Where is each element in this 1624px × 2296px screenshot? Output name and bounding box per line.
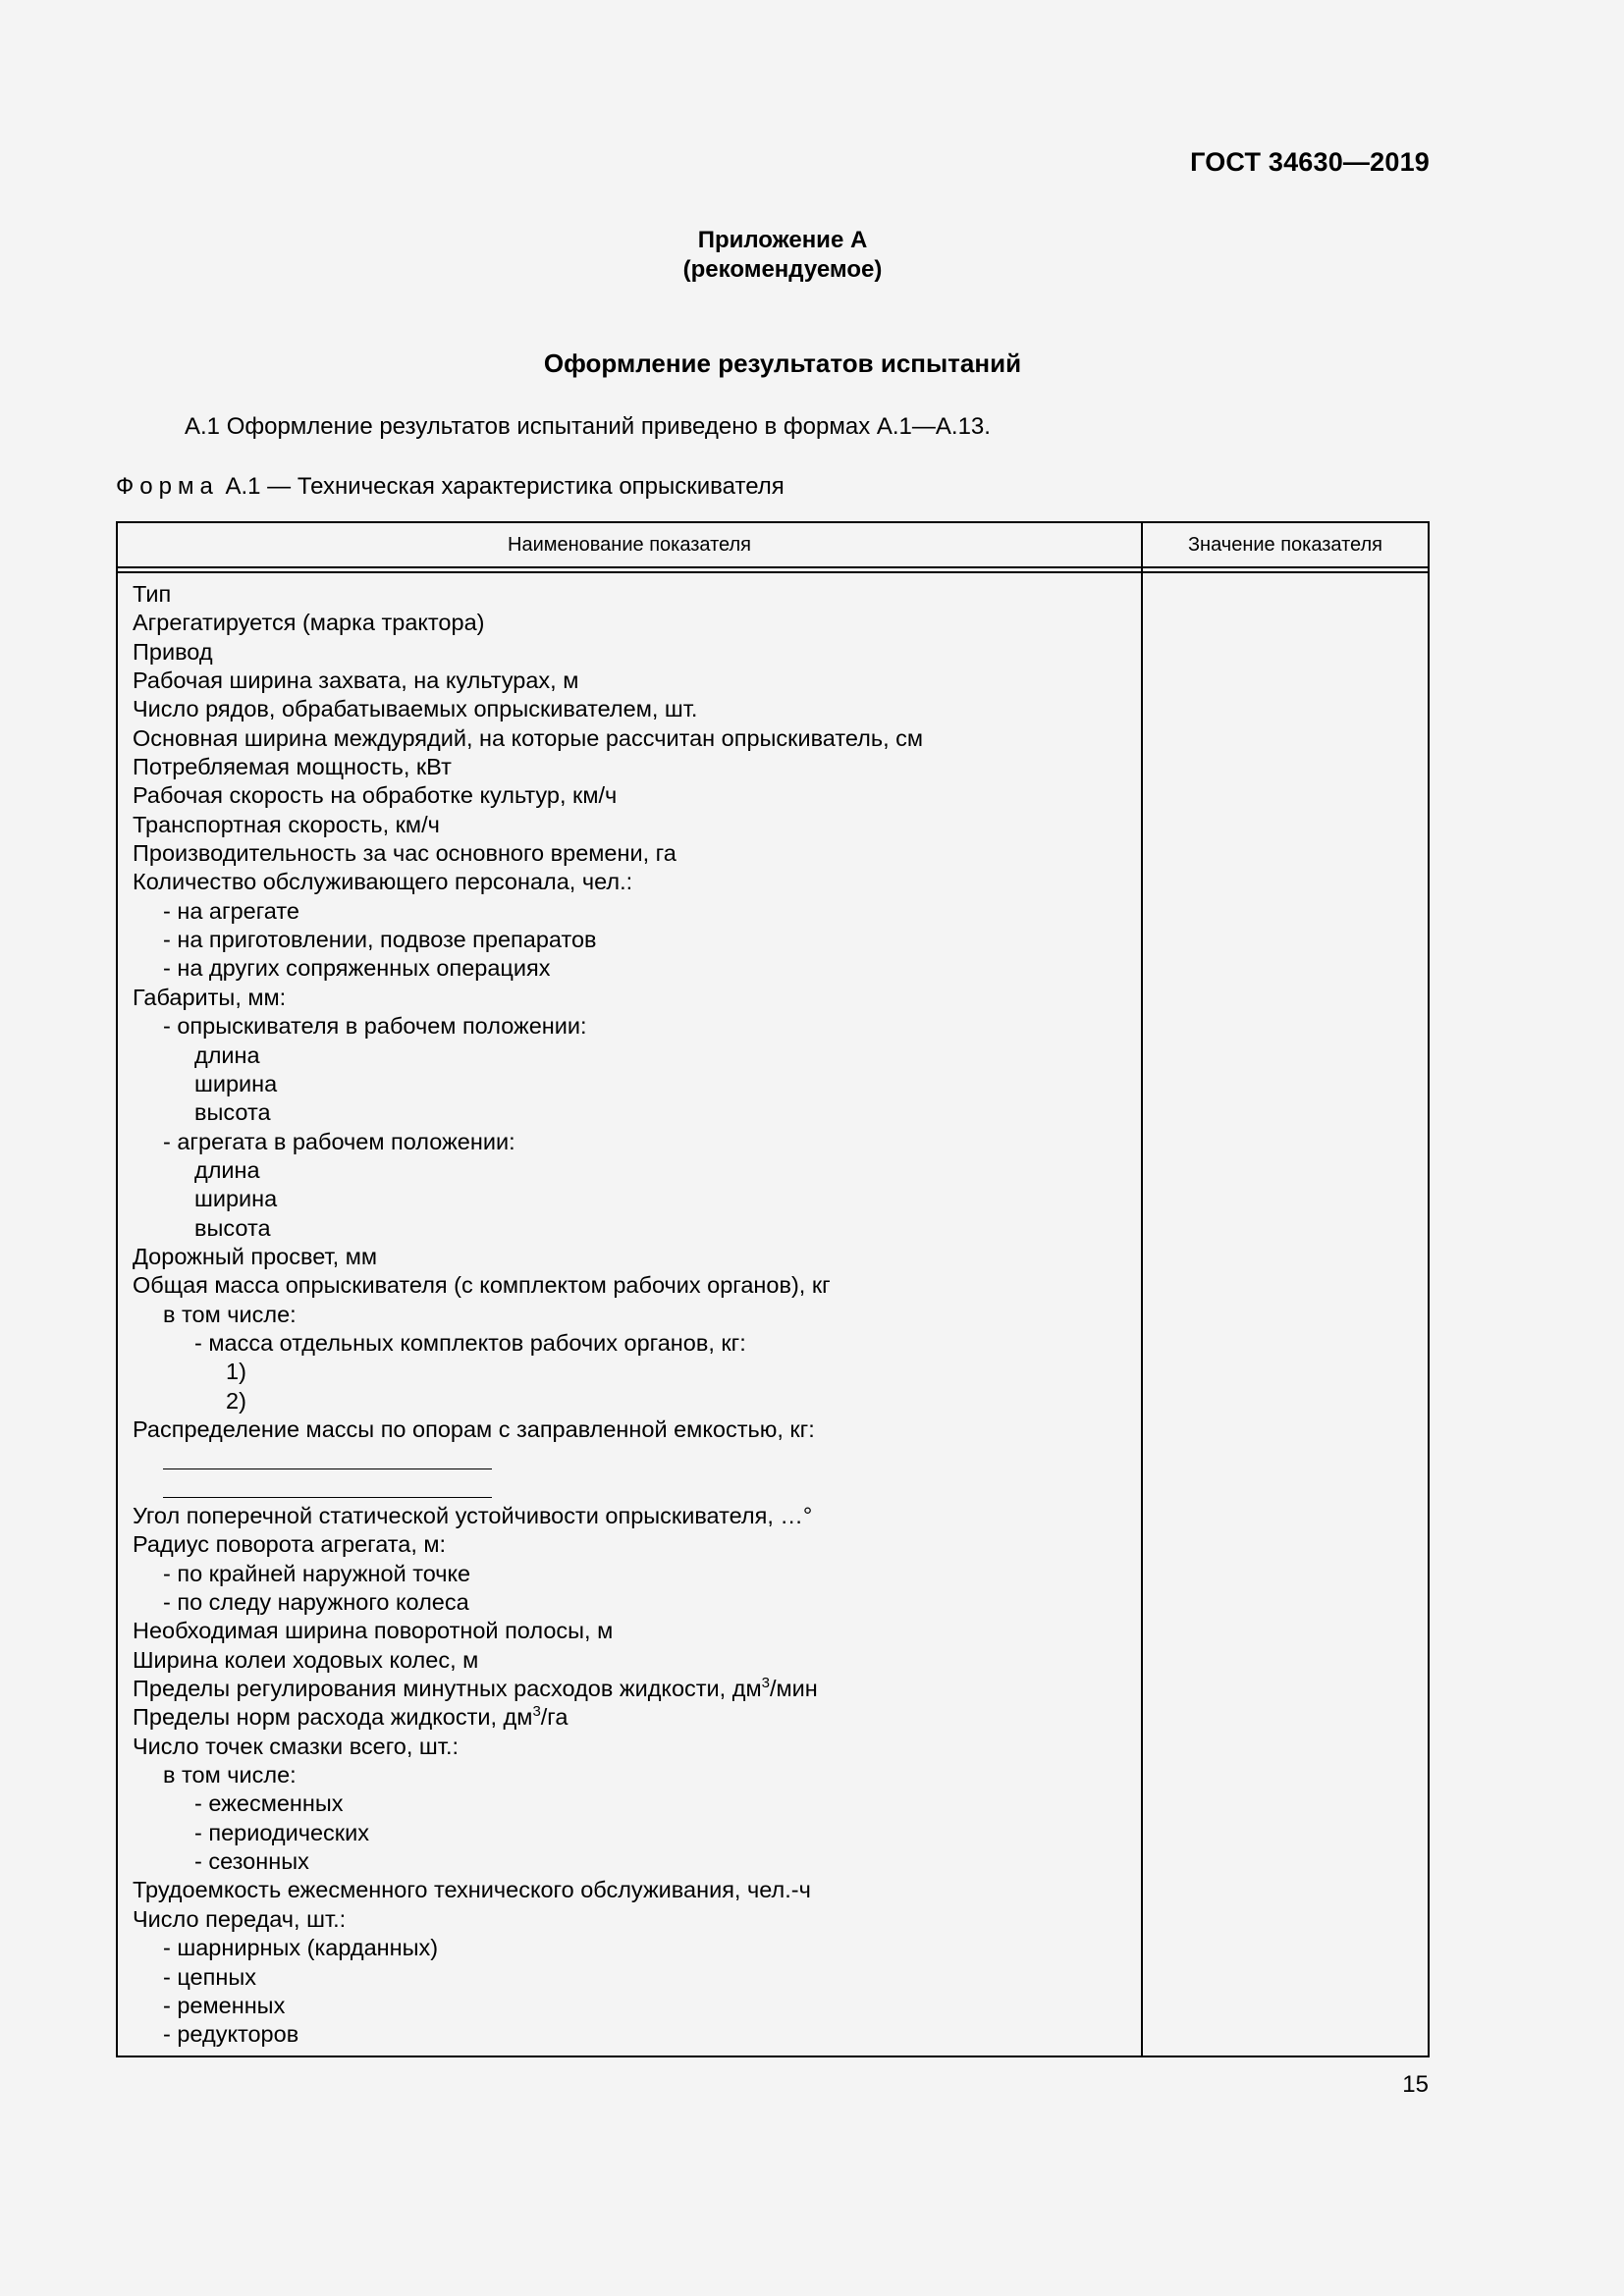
row-label: Общая масса опрыскивателя (с комплектом рабочих органов), кг: [133, 1272, 831, 1299]
row-label: - по крайней наружной точке: [163, 1560, 471, 1586]
header-divider-double: [118, 571, 1428, 573]
characteristics-table: [116, 521, 1430, 2057]
document-standard-code: ГОСТ 34630—2019: [1190, 147, 1430, 177]
row-label: Габариты, мм:: [133, 984, 287, 1010]
row-label: Угол поперечной статической устойчивости опрыскивателя, …°: [133, 1503, 813, 1528]
table-row: [133, 1560, 1134, 1588]
table-row: [133, 1530, 1134, 1559]
blank-fill-line: [163, 1497, 492, 1498]
table-row: [133, 1761, 1134, 1789]
row-unit-suffix: /га: [540, 1704, 568, 1731]
table-row: [133, 1588, 1134, 1617]
row-label: Число рядов, обрабатываемых опрыскивателем, шт.: [133, 696, 698, 722]
row-label: длина: [194, 1041, 260, 1068]
row-label: Пределы норм расхода жидкости, дм: [133, 1704, 533, 1731]
row-label: Трудоемкость ежесменного технического обслуживания, чел.-ч: [133, 1877, 811, 1903]
row-label: - на агрегате: [163, 897, 299, 924]
row-label: - шарнирных (карданных): [163, 1935, 439, 1961]
row-label: - на приготовлении, подвозе препаратов: [163, 927, 597, 953]
row-label: Распределение массы по опорам с заправленной емкостью, кг:: [133, 1415, 815, 1442]
intro-paragraph: А.1 Оформление результатов испытаний приведено в формах А.1—А.13.: [185, 413, 991, 440]
row-superscript: 3: [532, 1703, 541, 1721]
table-row: [133, 580, 1134, 609]
row-label: - масса отдельных комплектов рабочих органов, кг:: [194, 1329, 746, 1356]
row-label: - сезонных: [194, 1848, 309, 1875]
table-row: [133, 724, 1134, 753]
row-label: Количество обслуживающего персонала, чел.:: [133, 869, 633, 895]
column-divider: [1141, 523, 1143, 2056]
table-row: [133, 897, 1134, 926]
row-label: Ширина колеи ходовых колес, м: [133, 1646, 479, 1673]
row-label: Тип: [133, 581, 172, 607]
table-row: [133, 811, 1134, 839]
table-row: [133, 1934, 1134, 1962]
table-row: [133, 1329, 1134, 1358]
row-superscript: 3: [761, 1675, 770, 1692]
table-row: [133, 1847, 1134, 1876]
table-row: [133, 1214, 1134, 1243]
row-label: Агрегатируется (марка трактора): [133, 610, 485, 636]
row-label: Число передач, шт.:: [133, 1905, 347, 1932]
header-divider: [118, 566, 1428, 568]
row-label: Привод: [133, 638, 213, 665]
row-label: Основная ширина междурядий, на которые рассчитан опрыскиватель, см: [133, 724, 924, 751]
table-row: [133, 1703, 1134, 1732]
table-rows: [133, 580, 1134, 2050]
table-row: [133, 839, 1134, 868]
row-label: - ременных: [163, 1992, 286, 2018]
table-row: [133, 1992, 1134, 2020]
table-row: [133, 753, 1134, 781]
table-row: [133, 1271, 1134, 1300]
table-row: [133, 1156, 1134, 1185]
table-row: [133, 926, 1134, 954]
row-label: - по следу наружного колеса: [163, 1589, 469, 1616]
row-label: - периодических: [194, 1819, 369, 1845]
table-row: [133, 1819, 1134, 1847]
table-row: [133, 868, 1134, 896]
table-row: [133, 1963, 1134, 1992]
row-label: Необходимая ширина поворотной полосы, м: [133, 1618, 614, 1644]
blank-fill-line: [163, 1468, 492, 1469]
table-row: [133, 1733, 1134, 1761]
table-row: [133, 1617, 1134, 1645]
row-label: в том числе:: [163, 1301, 297, 1327]
row-label: Число точек смазки всего, шт.:: [133, 1733, 460, 1759]
table-row: [133, 781, 1134, 810]
table-row: [133, 638, 1134, 667]
table-row: [133, 1041, 1134, 1070]
row-label: высота: [194, 1214, 271, 1241]
row-label: - цепных: [163, 1963, 256, 1990]
form-caption-text: А.1 — Техническая характеристика опрыскивателя: [218, 473, 785, 500]
row-label: - опрыскивателя в рабочем положении:: [163, 1013, 587, 1040]
table-row: [133, 1646, 1134, 1675]
table-row: [133, 2020, 1134, 2049]
section-title: Оформление результатов испытаний: [543, 348, 1022, 378]
row-label: Потребляемая мощность, кВт: [133, 754, 452, 780]
table-row: [133, 1675, 1134, 1703]
table-row: [133, 1098, 1134, 1127]
row-label: Производительность за час основного времени, га: [133, 840, 677, 867]
table-row: [133, 1301, 1134, 1329]
table-row: [133, 1012, 1134, 1041]
row-label: высота: [194, 1099, 271, 1126]
table-row: [133, 984, 1134, 1012]
table-row: [133, 1358, 1134, 1386]
form-caption-label: Форма: [116, 473, 219, 500]
row-label: Пределы регулирования минутных расходов жидкости, дм: [133, 1676, 762, 1702]
table-row: [133, 1243, 1134, 1271]
table-row: [133, 1444, 1134, 1472]
column-header-value: Значение показателя: [1187, 534, 1383, 556]
table-row: [133, 1789, 1134, 1818]
form-caption: [116, 473, 785, 501]
row-label: 2): [226, 1387, 246, 1414]
row-label: Рабочая скорость на обработке культур, км/ч: [133, 782, 618, 809]
row-unit-suffix: /мин: [769, 1676, 818, 1702]
table-row: [133, 1387, 1134, 1415]
row-label: в том числе:: [163, 1762, 297, 1789]
row-label: Радиус поворота агрегата, м:: [133, 1531, 447, 1558]
table-row: [133, 1185, 1134, 1213]
table-row: [133, 1905, 1134, 1934]
row-label: 1): [226, 1359, 246, 1385]
table-row: [133, 1128, 1134, 1156]
table-row: [133, 1070, 1134, 1098]
row-label: - редукторов: [163, 2021, 299, 2048]
table-row: [133, 609, 1134, 637]
row-label: Рабочая ширина захвата, на культурах, м: [133, 667, 579, 694]
row-label: - ежесменных: [194, 1790, 344, 1817]
page-number: 15: [1402, 2071, 1429, 2098]
column-header-name: Наименование показателя: [508, 534, 751, 556]
table-row: [133, 1502, 1134, 1530]
row-label: длина: [194, 1156, 260, 1183]
appendix-kind: (рекомендуемое): [682, 256, 883, 283]
table-row: [133, 695, 1134, 723]
table-row: [133, 667, 1134, 695]
row-label: - на других сопряженных операциях: [163, 955, 551, 982]
row-label: Транспортная скорость, км/ч: [133, 811, 440, 837]
row-label: ширина: [194, 1186, 278, 1212]
row-label: - агрегата в рабочем положении:: [163, 1128, 515, 1154]
table-row: [133, 954, 1134, 983]
row-label: Дорожный просвет, мм: [133, 1243, 378, 1269]
appendix-title: Приложение А: [697, 227, 868, 253]
table-row: [133, 1415, 1134, 1444]
row-label: ширина: [194, 1070, 278, 1096]
table-row: [133, 1876, 1134, 1904]
table-row: [133, 1473, 1134, 1502]
